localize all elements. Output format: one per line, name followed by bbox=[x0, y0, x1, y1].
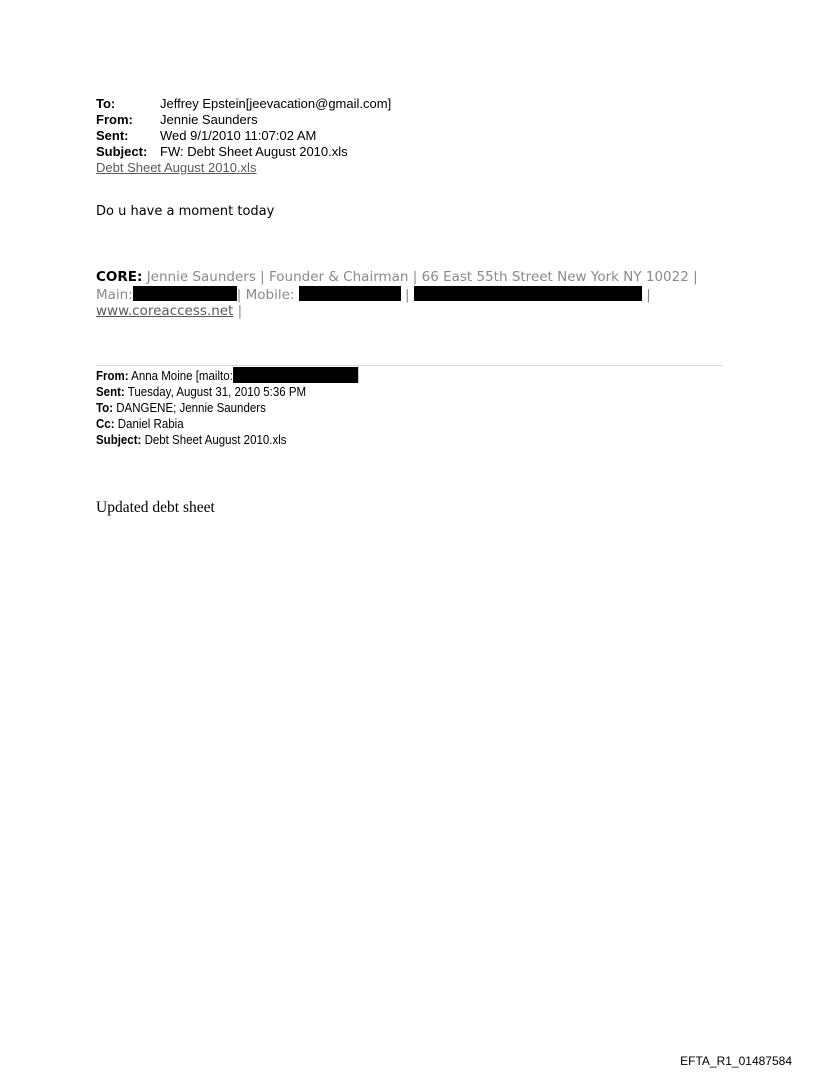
redaction-box bbox=[133, 286, 237, 301]
signature-line: Jennie Saunders | Founder & Chairman | 66 East 55th Street New York NY 10022 | bbox=[146, 269, 698, 285]
forwarded-body: Updated debt sheet bbox=[96, 499, 215, 516]
document-id: EFTA_R1_01487584 bbox=[680, 1054, 792, 1068]
email-header bbox=[96, 96, 391, 176]
email-body: Do u have a moment today bbox=[96, 204, 275, 219]
subject-row bbox=[96, 144, 391, 160]
signature-separator: | bbox=[646, 286, 651, 303]
from-row bbox=[96, 112, 391, 128]
fwd-sent-row bbox=[96, 384, 358, 400]
signature-brand: CORE: bbox=[96, 269, 143, 285]
fwd-to-label: To: bbox=[96, 401, 114, 415]
website-link[interactable]: www.coreaccess.net bbox=[96, 303, 234, 319]
redaction-box bbox=[233, 367, 358, 383]
to-row bbox=[96, 96, 391, 112]
fwd-cc-row bbox=[96, 416, 358, 432]
fwd-sent-label: Sent: bbox=[96, 385, 125, 399]
redaction-box bbox=[414, 286, 642, 301]
signature-mobile-label: | Mobile: bbox=[236, 286, 295, 303]
fwd-sent-value: Tuesday, August 31, 2010 5:36 PM bbox=[127, 385, 307, 399]
fwd-cc-value: Daniel Rabia bbox=[117, 417, 184, 431]
to-label: To: bbox=[96, 96, 116, 111]
fwd-subject-label: Subject: bbox=[96, 433, 142, 447]
forward-divider bbox=[96, 365, 722, 366]
fwd-cc-label: Cc: bbox=[96, 417, 115, 431]
fwd-from-value: Anna Moine [mailto: bbox=[131, 369, 233, 383]
from-label: From: bbox=[96, 112, 133, 127]
sent-row bbox=[96, 128, 391, 144]
fwd-to-value: DANGENE; Jennie Saunders bbox=[116, 401, 266, 415]
sent-label: Sent: bbox=[96, 128, 129, 143]
fwd-subject-row bbox=[96, 432, 358, 448]
to-value: Jeffrey Epstein[jeevacation@gmail.com] bbox=[160, 96, 392, 111]
from-value: Jennie Saunders bbox=[160, 112, 258, 127]
attachment-link[interactable]: Debt Sheet August 2010.xls bbox=[96, 160, 257, 175]
fwd-from-row bbox=[96, 367, 358, 384]
email-signature bbox=[96, 269, 728, 320]
signature-separator: | bbox=[237, 303, 243, 319]
fwd-from-label: From: bbox=[96, 369, 129, 383]
signature-separator: | bbox=[405, 286, 410, 303]
signature-main-label: Main: bbox=[96, 286, 133, 303]
sent-value: Wed 9/1/2010 11:07:02 AM bbox=[160, 128, 317, 143]
forwarded-header bbox=[96, 367, 358, 448]
fwd-subject-value: Debt Sheet August 2010.xls bbox=[144, 433, 287, 447]
redaction-box bbox=[299, 286, 401, 301]
subject-value: FW: Debt Sheet August 2010.xls bbox=[160, 144, 348, 159]
subject-label: Subject: bbox=[96, 144, 148, 159]
attachment-row bbox=[96, 160, 391, 176]
fwd-to-row bbox=[96, 400, 358, 416]
